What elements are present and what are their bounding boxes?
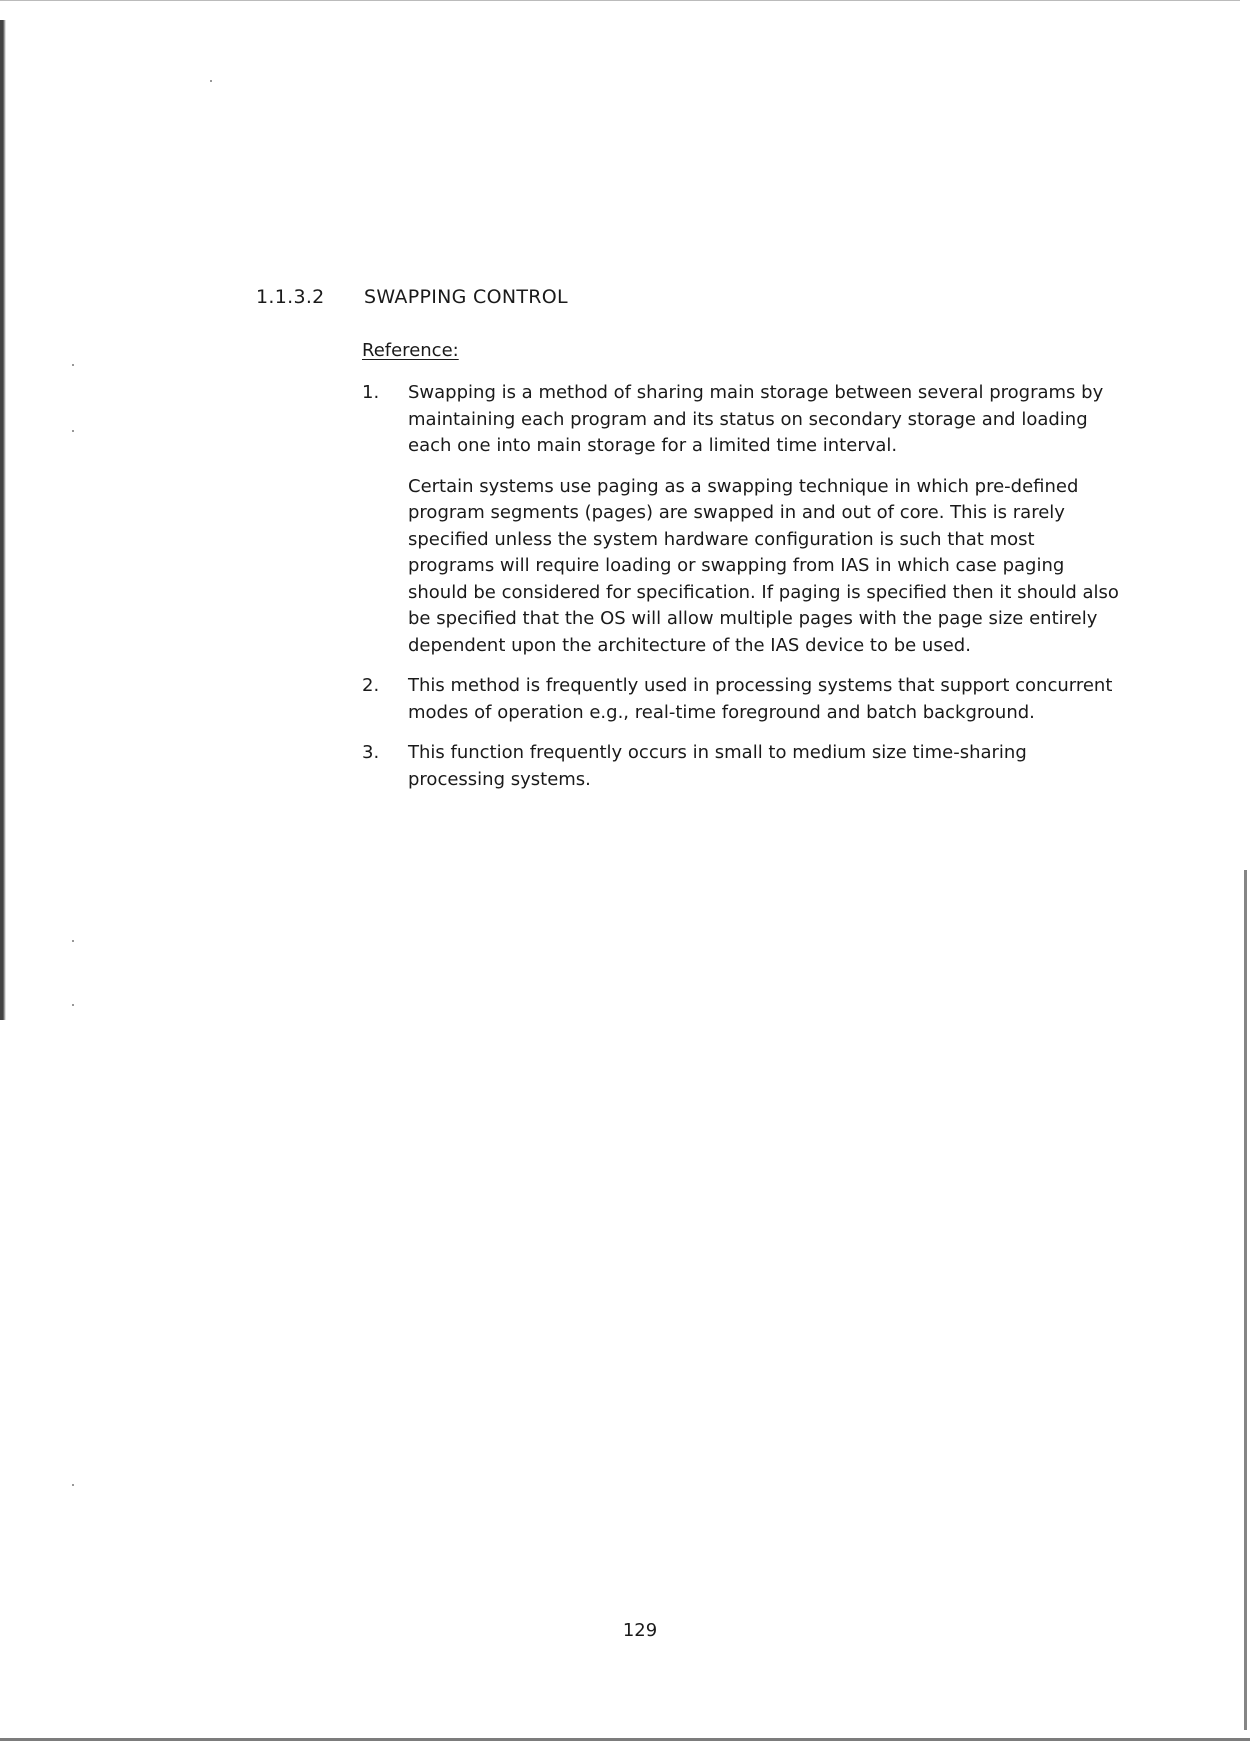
list-item-paragraph: This function frequently occurs in small to medium size time-sharing processing systems. — [408, 742, 1027, 790]
scan-edge-top — [0, 0, 1240, 1]
list-item-body — [408, 673, 1122, 726]
scan-speck — [72, 940, 74, 942]
scan-edge-right — [1244, 870, 1247, 1730]
scan-edge-left — [0, 20, 6, 1020]
list-item — [362, 673, 1122, 726]
list-item-paragraph: Certain systems use paging as a swapping technique in which pre-defined program segments (pages) are swapped in and out of core. This is rarely specified unless the system hardware configuration is such that most programs will require loading or swapping from IAS in which case paging should be considered for specification. If paging is specified then it should also be specified that the OS will allow multiple pages with the page size entirely dependent upon the architecture of the IAS device to be used. — [408, 475, 1119, 656]
scan-edge-bottom — [0, 1738, 1250, 1741]
list-item-body — [408, 740, 1122, 793]
scan-speck — [72, 430, 74, 432]
page-number: 129 — [622, 1620, 658, 1641]
reference-label: Reference: — [362, 340, 459, 361]
list-item-paragraph: This method is frequently used in processing systems that support concurrent modes of operation e.g., real-time foreground and batch background. — [408, 675, 1113, 723]
scan-speck — [72, 364, 74, 366]
section-number: 1.1.3.2 — [256, 286, 325, 308]
list-item-body — [408, 380, 1122, 659]
list-item-number: 1. — [362, 382, 380, 403]
scan-speck — [210, 80, 212, 82]
scan-speck — [72, 1484, 74, 1486]
scan-speck — [72, 1004, 74, 1006]
list-item — [362, 740, 1122, 793]
section-title: SWAPPING CONTROL — [364, 286, 568, 308]
numbered-list — [362, 380, 1122, 793]
section-heading — [256, 286, 568, 308]
list-item-number: 3. — [362, 742, 380, 763]
list-item-paragraph: Swapping is a method of sharing main storage between several programs by maintaining each program and its status on secondary storage and loading each one into main storage for a limited time interval. — [408, 382, 1104, 456]
list-item-number: 2. — [362, 675, 380, 696]
list-item — [362, 380, 1122, 659]
